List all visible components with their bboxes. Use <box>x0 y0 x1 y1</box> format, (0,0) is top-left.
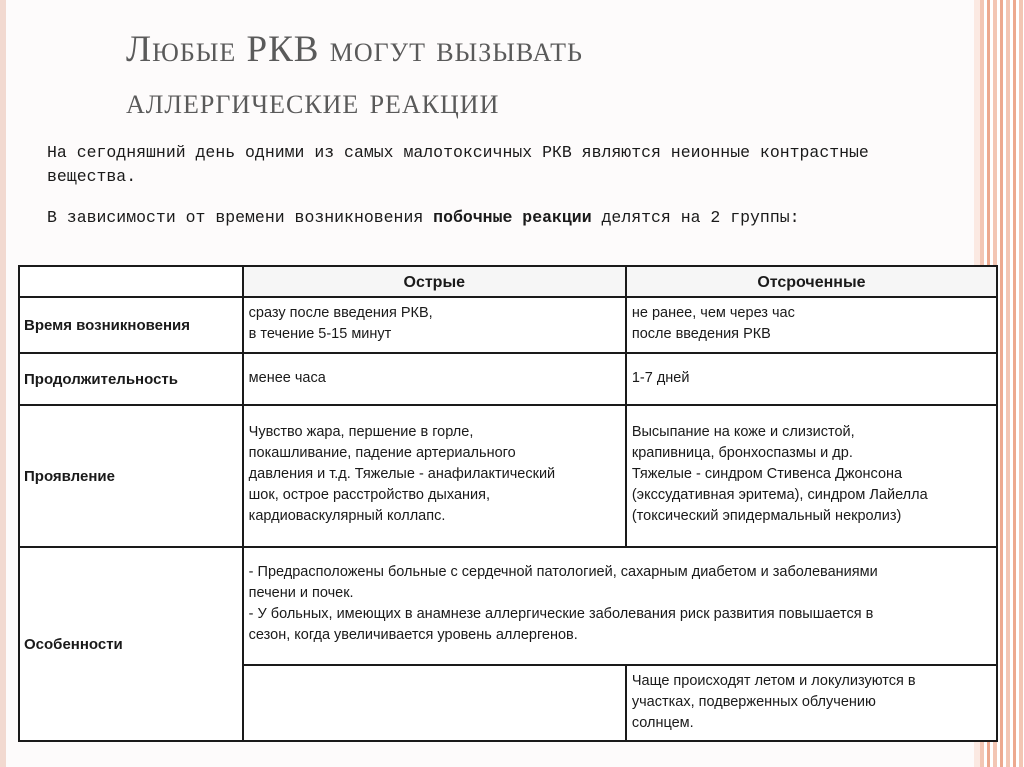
row-label: Проявление <box>19 405 243 547</box>
cell-line: сразу после введения РКВ, <box>248 305 433 321</box>
row-label: Особенности <box>19 547 243 741</box>
groups-paragraph <box>47 206 947 230</box>
header-delayed: Отсроченные <box>626 266 997 297</box>
cell-delayed <box>626 405 997 547</box>
table-row <box>19 405 997 547</box>
cell-line: солнцем. <box>631 715 694 731</box>
cell-line: Тяжелые - синдром Стивенса Джонсона <box>631 466 903 482</box>
cell-line: в течение 5-15 минут <box>248 326 392 342</box>
cell-delayed <box>626 297 997 353</box>
header-acute: Острые <box>243 266 626 297</box>
cell-line: (токсический эпидермальный некролиз) <box>631 508 902 524</box>
cell-common <box>243 547 997 665</box>
groups-text-post: делятся на 2 группы: <box>591 208 800 227</box>
cell-line: крапивница, бронхоспазмы и др. <box>631 445 853 461</box>
cell-line: 1-7 дней <box>631 370 690 386</box>
cell-line: - Предрасположены больные с сердечной патологией, сахарным диабетом и заболеваниями <box>248 564 878 580</box>
cell-line: (экссудативная эритема), синдром Лайелла <box>631 487 928 503</box>
title-line-2: аллергические реакции <box>126 81 500 122</box>
cell-delayed <box>626 665 997 741</box>
reactions-table <box>18 265 998 742</box>
cell-line: участках, подверженных облучению <box>631 694 876 710</box>
cell-line: кардиоваскулярный коллапс. <box>248 508 446 524</box>
cell-acute-empty <box>243 665 626 741</box>
cell-line: сезон, когда увеличивается уровень аллергенов. <box>248 627 578 643</box>
cell-line: печени и почек. <box>248 585 354 601</box>
slide-title <box>126 24 946 128</box>
table-row <box>19 353 997 405</box>
cell-line: менее часа <box>248 370 326 386</box>
cell-line: Чувство жара, першение в горле, <box>248 424 474 440</box>
cell-line: шок, острое расстройство дыхания, <box>248 487 490 503</box>
cell-line: Чаще происходят летом и локулизуются в <box>631 673 916 689</box>
cell-line: не ранее, чем через час <box>631 305 795 321</box>
header-empty <box>19 266 243 297</box>
groups-text-bold: побочные реакции <box>433 208 592 227</box>
cell-line: давления и т.д. Тяжелые - анафилактический <box>248 466 556 482</box>
cell-delayed <box>626 353 997 405</box>
cell-acute <box>243 297 626 353</box>
table-row <box>19 297 997 353</box>
cell-line: - У больных, имеющих в анамнезе аллергические заболевания риск развития повышается в <box>248 606 874 622</box>
title-line-1: Любые РКВ могут вызывать <box>126 29 583 70</box>
table-row <box>19 547 997 665</box>
row-label: Время возникновения <box>19 297 243 353</box>
row-label: Продолжительность <box>19 353 243 405</box>
cell-line: Высыпание на коже и слизистой, <box>631 424 855 440</box>
table-header-row <box>19 266 997 297</box>
intro-paragraph: На сегодняшний день одними из самых малотоксичных РКВ являются неионные контрастные вещества. <box>47 143 869 186</box>
groups-text-pre: В зависимости от времени возникновения <box>47 208 434 227</box>
cell-line: после введения РКВ <box>631 326 771 342</box>
cell-acute <box>243 353 626 405</box>
cell-line: покашливание, падение артериального <box>248 445 516 461</box>
cell-acute <box>243 405 626 547</box>
